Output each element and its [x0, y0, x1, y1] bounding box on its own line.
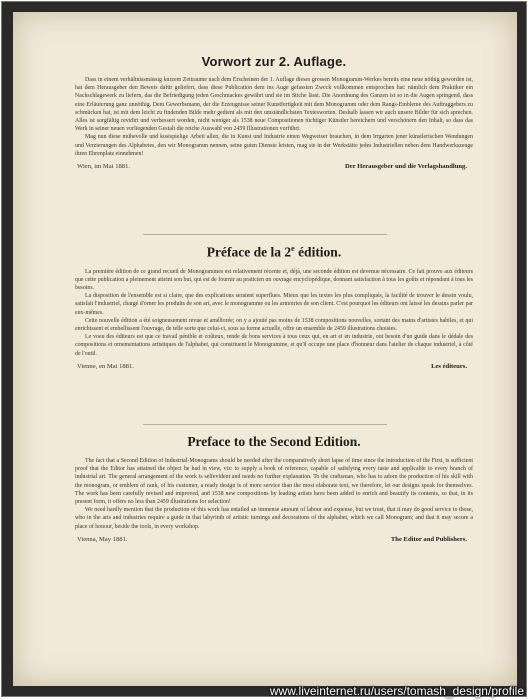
french-place-date: Vienne, en Mai 1881. [77, 362, 134, 370]
english-signature-line [75, 536, 473, 543]
watermark-url: www.liveinternet.ru/users/tomash_design/profile [269, 684, 524, 698]
english-preface [75, 434, 473, 543]
german-preface [75, 54, 473, 170]
french-paragraph: La première édition de ce grand recueil de Monogrammes est relativement récente et, déjà, une seconde édition est devenue nécessaire. Ce fait prouve aux éditeurs que cette publication a pleinement atteint son but, qui est de fournir au praticien un ouvrage encyclopédique, donnant satisfaction à tous les goûts et répondant à tous les besoins. [75, 268, 473, 291]
scan-frame [2, 2, 526, 696]
french-signature-line [75, 363, 473, 370]
section-divider [143, 424, 387, 425]
german-place-date: Wien, im Mai 1881. [77, 163, 131, 171]
french-preface [75, 244, 473, 370]
german-title: Vorwort zur 2. Auflage. [201, 54, 347, 69]
french-paragraph: Cette nouvelle édition a été soigneusement revue et améliorée; on y a ajouté pas moins de 1538 compositions nouvelles, sortant des mains d'artistes habiles, et qui enrichissent et embellissent l'ouvrage, de telle sorte que celui-ci, sous sa forme actuelle, offre un ensemble de 2459 illustrations choisies. [75, 317, 473, 332]
english-paragraph: The fact that a Second Edition of Industrial-Monograms should be needed after the comparatively short lapse of time since the introduction of the First, is sufficient proof that the Editor has attained the object he had in view, viz: to supply a book of reference, capable of satisfying every taste and applicable to every branch of industrial art. The general arrangement of the work is selfevident and needs no further explanation. To the craftsman, who has to adorn the production of his skill with the monogram, or emblem of rank, of his customer, a ready design is of more service than the most elaborate text, we therefore, let our designs speak for themselves. The work has been carefully revised and improved, and 1538 new compositions by leading artists have been added to enrich and beautify its contents, so that, in its present form, it offers no less than 2459 illustrations for selection! [75, 458, 473, 506]
german-body [75, 76, 473, 158]
english-title: Preface to the Second Edition. [187, 434, 361, 449]
french-title: Préface de la 2e édition. [206, 244, 342, 260]
french-body [75, 268, 473, 358]
german-signature-line [75, 163, 473, 170]
french-paragraph: La disposition de l'ensemble est si claire, que des explications seraient superflues. Mieux que les textes les plus compliqués, la facilité de trouver le dessin voulu, satisfait l'industriel, chargé d'orner les produits de son art, avec le monogramme ou les armoiries de son client. C'est pourquoi les éditeurs ont laissé les dessins parler par eux-mêmes. [75, 293, 473, 316]
section-divider [143, 234, 387, 235]
english-signature: The Editor and Publishers. [390, 535, 467, 543]
page-scan [13, 12, 517, 686]
german-paragraph: Dass in einem verhältnissmässig kurzem Zeitraume nach dem Erscheinen der 1. Auflage dieses grossen Monogramm-Werkes bereits eine neue nöthig geworden ist, hat dem Herausgeber den Beweis dafür geliefert, dass diese Publication dem ins Auge gefassten Zweck vollkommen entsprochen hat: nämlich dem Praktiker ein Nachschlagewerk zu liefern, das die Befriedigung jeden Geschmackes gewährt und sie im Stiche lässt. Die Anordnung des Ganzen ist so in die Augen springend, dass eine Erläuterung ganz unnöthig. Dem Gewerbsmann, der die Erzeugnisse seiner Kunstfertigkeit mit dem Monogramm oder dem Rangs-Embleme des Auftraggebers zu schmücken hat, ist mit dem leicht zu findenden Bilde mehr gedient als mit den umständlichsten Textesworten. Deshalb lassen wir auch unsere Bilder für sich sprechen. Alles ist sorgfältig revidirt und verbessert worden, nicht weniger als 1538 neue Compositionen tüchtiger Künstler bereichern und verschönern den Inhalt, so dass das Werk in seiner neuen vorliegenden Gestalt die reiche Auswahl von 2459 Illustrationen vorführt. [75, 77, 473, 133]
german-paragraph: Mag nun diese mühevolle und kostspielige Arbeit allen, die in Kunst und Industrie einen Wegweiser brauchen, in dem Irrgarten jener künstlerischen Wendungen und Verzierungen des Alphabetes, den wir Monogramm nennen, seine guten Dienste leisten, mag sie in der Werkstätte jedes Industriellen neben dem Handwerkszeuge ihren Ehrenplatz einnehmen! [75, 134, 473, 157]
french-signature: Les éditeurs. [431, 362, 467, 370]
english-body [75, 457, 473, 531]
french-paragraph: Le voeu des éditeurs est que ce travail pénible et coûteux, rende de bons services à tous ceux qui, en art et en industrie, ont besoin d'un guide dans le dédale des compositions et ornementations artistiques de l'alphabet, qui constituent le Monogramme, et qu'il occupe une place d'honneur dans l'atelier de chaque industriel, à côté de l'outil. [75, 334, 473, 357]
english-place-date: Vienna, May 1881. [77, 535, 128, 543]
english-paragraph: We need hardly mention that the production of this work has entailed an immense amount of labour and expense, but we trust, that it may do good service to those, who in the arts and industries require a guide in that labyrinth of artistic turnings and decorations of the alphabet, which we call Monogram; and that it may secure a place of honour, beside the tools, in every workshop. [75, 507, 473, 530]
german-signature: Der Herausgeber und die Verlagshandlung. [345, 163, 467, 171]
